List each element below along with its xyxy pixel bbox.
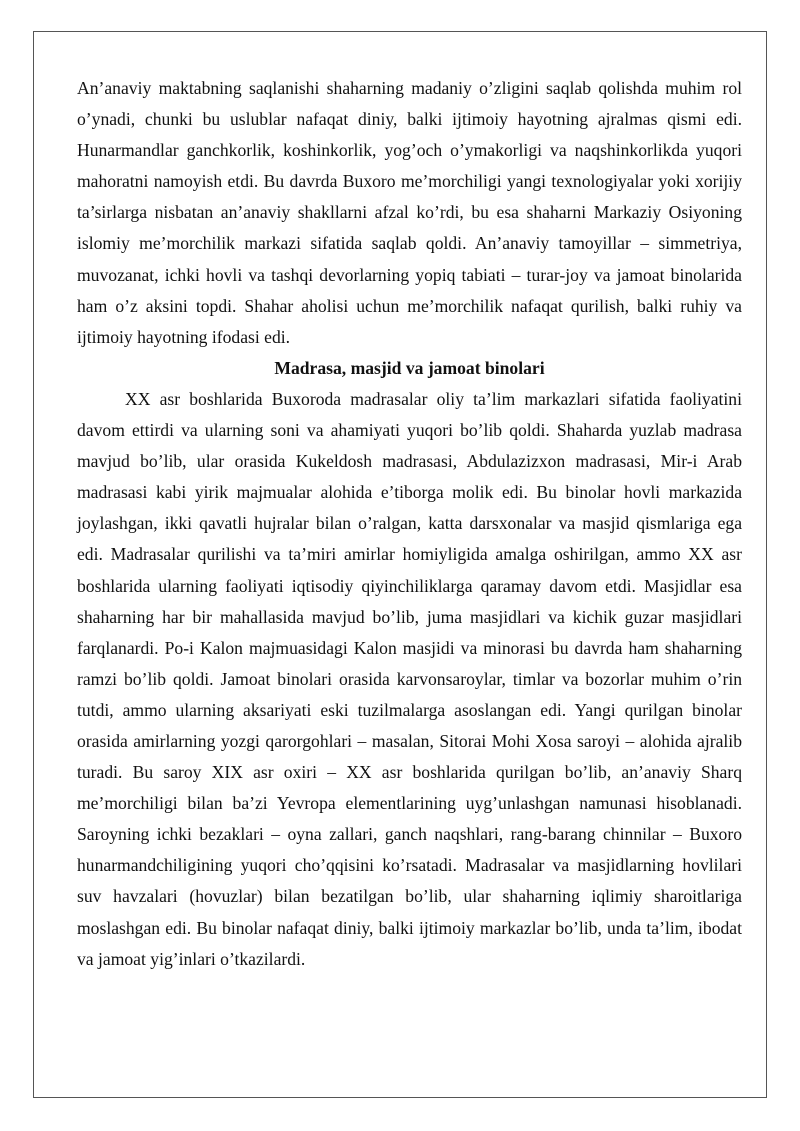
body-paragraph-1: An’anaviy maktabning saqlanishi shaharning madaniy o’zligini saqlab qolishda muhim rol o’ynadi, chunki bu uslublar nafaqat diniy, balki ijtimoiy hayotning ajralmas qismi edi. Hunarmandlar ganchkorlik, koshinkorlik, yog’och o’ymakorligi va naqshinkorlikda yuqori mahoratni namoyish etdi. Bu davrda Buxoro me’morchiligi yangi texnologiyalar yoki xorijiy ta’sirlarga nisbatan an’anaviy shakllarni afzal ko’rdi, bu esa shaharni Markaziy Osiyoning islomiy me’morchilik markazi sifatida saqlab qoldi. An’anaviy tamoyillar – simmetriya, muvozanat, ichki hovli va tashqi devorlarning yopiq tabiati – turar-joy va jamoat binolarida ham o’z aksini topdi. Shahar aholisi uchun me’morchilik nafaqat qurilish, balki ruhiy va ijtimoiy hayotning ifodasi edi. bbox=[77, 78, 742, 347]
body-paragraph-2: XX asr boshlarida Buxoroda madrasalar oliy ta’lim markazlari sifatida faoliyatini davom ettirdi va ularning soni va ahamiyati yuqori bo’lib qoldi. Shaharda yuzlab madrasa mavjud bo’lib, ular orasida Kukeldosh madrasasi, Abdulazizxon madrasasi, Mir-i Arab madrasasi kabi yirik majmualar alohida e’tiborga molik edi. Bu binolar hovli markazida joylashgan, ikki qavatli hujralar bilan o’ralgan, katta darsxonalar va masjid qismlariga ega edi. Madrasalar qurilishi va ta’miri amirlar homiyligida amalga oshirilgan, ammo XX asr boshlarida ularning faoliyati iqtisodiy qiyinchiliklarga qaramay davom etdi. Masjidlar esa shaharning har bir mahallasida mavjud bo’lib, juma masjidlari va kichik guzar masjidlari farqlanardi. Po-i Kalon majmuasidagi Kalon masjidi va minorasi bu davrda ham shaharning ramzi bo’lib qoldi. Jamoat binolari orasida karvonsaroylar, timlar va bozorlar muhim o’rin tutdi, ammo ularning aksariyati eski tuzilmalarga asoslangan edi. Yangi qurilgan binolar orasida amirlarning yozgi qarorgohlari – masalan, Sitorai Mohi Xosa saroyi – alohida ajralib turadi. Bu saroy XIX asr oxiri – XX asr boshlarida qurilgan bo’lib, an’anaviy Sharq me’morchiligi bilan ba’zi Yevropa elementlarining uyg’unlashgan namunasi hisoblanadi. Saroyning ichki bezaklari – oyna zallari, ganch naqshlari, rang-barang chinnilar – Buxoro hunarmandchiligining yuqori cho’qqisini ko’rsatadi. Madrasalar va masjidlarning hovlilari suv havzalari (hovuzlar) bilan bezatilgan bo’lib, ular shaharning iqlimiy sharoitlariga moslashgan edi. Bu binolar nafaqat diniy, balki ijtimoiy markazlar bo’lib, unda ta’lim, ibodat va jamoat yig’inlari o’tkazilardi. bbox=[77, 388, 742, 969]
document-body bbox=[77, 73, 742, 975]
section-heading: Madrasa, masjid va jamoat binolari bbox=[274, 357, 545, 378]
